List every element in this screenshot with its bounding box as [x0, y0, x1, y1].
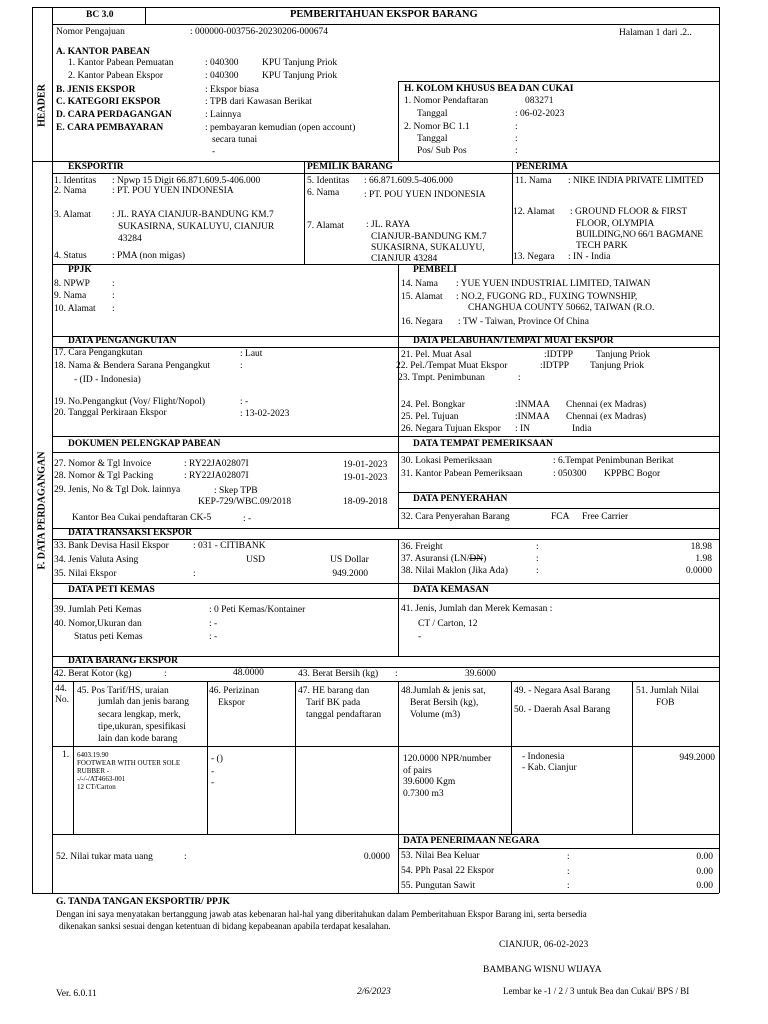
row-jumlah-2: of pairs — [403, 766, 432, 776]
penerimaan-title: DATA PENERIMAAN NEGARA — [403, 836, 540, 846]
ttd-statement-2: dikenakan sanksi sesuai dengan ketentuan di bidang kepabeanan apabila terdapat kesalahan. — [59, 921, 391, 931]
pemilik-alamat-4: CIANJUR 43284 — [371, 254, 438, 264]
asuransi-value: 1.98 — [695, 554, 712, 564]
kantor-pemeriksaan-name: KPPBC Bogor — [604, 469, 661, 479]
dokumen-title: DOKUMEN PELENGKAP PABEAN — [68, 439, 221, 449]
col-45-header-1: 45. Pos Tarif/HS, uraian — [77, 686, 169, 696]
packing-tgl: 19-01-2023 — [343, 473, 388, 483]
col-47-header-3: tanggal pendaftaran — [306, 710, 382, 720]
pembeli-nama-value: : YUE YUEN INDUSTRIAL LIMITED, TAIWAN — [456, 279, 651, 289]
header-side-label: HEADER — [36, 84, 48, 127]
penerima-negara-value: : IN - India — [568, 252, 611, 262]
nilai-ekspor-colon: : — [193, 569, 196, 579]
pembeli-alamat-2: CHANGHUA COUNTY 50662, TAIWAN (R.O. — [468, 303, 655, 313]
col-48-header-3: Volume (m3) — [410, 710, 461, 720]
kantor-muat-code: : 040300 — [205, 58, 239, 68]
pemilik-identitas-value: : 66.871.609.5-406.000 — [364, 176, 453, 186]
col-50-header: 50. - Daerah Asal Barang — [514, 705, 611, 715]
ck5-value: : - — [243, 514, 252, 524]
pel-bongkar-label: 24. Pel. Bongkar — [401, 400, 465, 410]
row-hs-code: 6403.19.90 — [77, 751, 109, 759]
barang-title: DATA BARANG EKSPOR — [68, 656, 178, 666]
pemilik-nama-value: : PT. POU YUEN INDONESIA — [364, 190, 486, 200]
sawit-value: 0.00 — [696, 881, 713, 891]
pel-muat-asal-label: 21. Pel. Muat Asal — [401, 350, 472, 360]
row-jumlah-4: 0.7300 m3 — [403, 789, 444, 799]
kantor-ekspor-code: : 040300 — [205, 71, 239, 81]
pemilik-alamat-2: CIANJUR-BANDUNG KM.7 — [371, 232, 487, 242]
jumlah-peti-label: 39. Jumlah Peti Kemas — [54, 605, 142, 615]
col-45-header-3: secara lengkap, merk, — [98, 710, 181, 720]
pembeli-title: PEMBELI — [413, 265, 457, 275]
ppjk-alamat-value: : — [112, 304, 115, 314]
kurs-colon: : — [184, 852, 187, 862]
pembeli-alamat-label: 15. Alamat — [401, 292, 443, 302]
bc11-tanggal-label: Tanggal — [417, 134, 448, 144]
kantor-muat-name: KPU Tanjung Priok — [262, 58, 338, 68]
penerima-nama-value: : NIKE INDIA PRIVATE LIMITED — [568, 176, 704, 186]
asuransi-label: 37. Asuransi (LN/DN) — [401, 554, 487, 564]
no-pengangkut-value: : - — [240, 397, 249, 407]
col-48-header-2: Berat Bersih (kg), — [410, 698, 479, 708]
cara-pembayaran-value-2: secara tunai — [212, 135, 258, 145]
sawit-colon: : — [567, 881, 570, 891]
maklon-colon: : — [536, 566, 539, 576]
status-peti-label: Status peti Kemas — [74, 632, 143, 642]
col-51-header-1: 51. Jumlah Nilai — [636, 686, 700, 696]
footer-date: 2/6/2023 — [357, 987, 391, 997]
jenis-kemasan-label: 41. Jenis, Jumlah dan Merek Kemasan : — [401, 604, 553, 614]
dok-lainnya-label: 29. Jenis, No & Tgl Dok. lainnya — [54, 485, 181, 495]
col-45-header-4: tipe,ukuran, spesifikasi — [98, 722, 186, 732]
footer-lembar: Lembar ke -1 / 2 / 3 untuk Bea dan Cukai/ BPS / BI — [503, 986, 690, 996]
pel-muat-ekspor-code: :IDTPP — [540, 361, 570, 371]
ppjk-alamat-label: 10. Alamat — [54, 304, 96, 314]
pelabuhan-title: DATA PELABUHAN/TEMPAT MUAT EKSPOR — [413, 336, 614, 346]
col-47-header-2: Tarif BK pada — [306, 698, 361, 708]
ppjk-npwp-label: 8. NPWP — [54, 279, 90, 289]
bea-keluar-colon: : — [567, 852, 570, 862]
kantor-pabean-title: A. KANTOR PABEAN — [56, 47, 150, 57]
col-48-header-1: 48.Jumlah & jenis sat, — [401, 686, 486, 696]
row-desc-3: -/-/-/AT4663-001 — [77, 775, 126, 783]
valuta-code: USD — [246, 555, 266, 565]
col-44-header-2: No. — [55, 695, 69, 705]
dok-lainnya-tgl: 18-09-2018 — [343, 497, 388, 507]
row-desc-4: 12 CT/Carton — [77, 783, 116, 791]
bc11-tanggal-value: : — [515, 134, 518, 144]
sarana-pengangkut-flag: - (ID - Indonesia) — [74, 375, 141, 385]
packing-no: : RY22JA02807I — [184, 471, 249, 481]
pph-value: 0.00 — [696, 867, 713, 877]
data-perdagangan-side-label: F. DATA PERDAGANGAN — [36, 451, 48, 570]
pemilik-identitas-label: 5. Identitas — [307, 176, 350, 186]
pemilik-title: PEMILIK BARANG — [307, 162, 393, 172]
pel-muat-asal-code: :IDTPP — [544, 350, 574, 360]
page-indicator: Halaman 1 dari .2.. — [619, 28, 692, 38]
penerima-alamat-3: BUILDING,NO 66/1 BAGMANE — [576, 230, 703, 240]
col-51-header-2: FOB — [656, 698, 675, 708]
row-desc-1: FOOTWEAR WITH OUTER SOLE — [77, 759, 181, 767]
pemilik-nama-label: 6. Nama — [307, 188, 340, 198]
col-46-header-2: Ekspor — [218, 698, 245, 708]
tmpt-penimbunan-label: 23. Tmpt. Penimbunan — [398, 373, 485, 383]
row-izin-3: - — [211, 778, 215, 788]
penyerahan-title: DATA PENYERAHAN — [413, 494, 508, 504]
pel-tujuan-label: 25. Pel. Tujuan — [401, 412, 459, 422]
penerima-nama-label: 11. Nama — [515, 176, 552, 186]
freight-value: 18.98 — [690, 542, 712, 552]
penerima-title: PENERIMA — [516, 162, 568, 172]
nomor-pengajuan-value: : 000000-003756-20230206-000674 — [190, 27, 329, 37]
peti-kemas-title: DATA PETI KEMAS — [68, 585, 155, 595]
negara-tujuan-label: 26. Negara Tujuan Ekspor — [401, 424, 501, 434]
pel-tujuan-name: Chennai (ex Madras) — [566, 412, 647, 422]
row-jumlah-1: 120.0000 NPR/number — [403, 754, 492, 764]
kantor-pemeriksaan-code: : 050300 — [553, 469, 587, 479]
cara-perdagangan-label: D. CARA PERDAGANGAN — [56, 110, 172, 120]
maklon-value: 0.0000 — [685, 566, 712, 576]
valuta-label: 34. Jenis Valuta Asing — [54, 555, 139, 565]
col-46-header-1: 46. Perizinan — [209, 686, 260, 696]
kurs-value: 0.0000 — [363, 852, 390, 862]
nomor-peti-value: : - — [209, 619, 218, 629]
kolom-bea-cukai-title: H. KOLOM KHUSUS BEA DAN CUKAI — [404, 84, 574, 94]
bank-devisa-label: 33. Bank Devisa Hasil Ekspor — [54, 541, 169, 551]
asuransi-colon: : — [536, 554, 539, 564]
tgl-perkiraan-label: 20. Tanggal Perkiraan Ekspor — [54, 408, 167, 418]
cara-penyerahan-label: 32. Cara Penyerahan Barang — [401, 512, 510, 522]
row-desc-2: RUBBER - — [77, 767, 110, 775]
berat-bersih-label: 43. Berat Bersih (kg) — [298, 669, 379, 679]
cara-pembayaran-value-3: - — [212, 147, 216, 157]
pemilik-alamat-3: SUKASIRNA, SUKALUYU, — [371, 243, 485, 253]
eksportir-nama-label: 2. Nama — [54, 186, 87, 196]
cara-pembayaran-value-1: : pembayaran kemudian (open account) — [205, 123, 356, 133]
jenis-kemasan-value: CT / Carton, 12 — [418, 619, 478, 629]
penerima-negara-label: 13. Negara — [513, 252, 555, 262]
nomor-pengajuan-label: Nomor Pengajuan — [56, 27, 125, 37]
penerima-alamat-4: TECH PARK — [576, 241, 628, 251]
nomor-bc11-label: 2. Nomor BC 1.1 — [404, 122, 470, 132]
nomor-pendaftaran-label: 1. Nomor Pendaftaran — [404, 96, 489, 106]
kemasan-title: DATA KEMASAN — [413, 585, 489, 595]
merek-kemasan-value: - — [418, 632, 422, 642]
ppjk-nama-value: : — [112, 291, 115, 301]
nomor-bc11-value: : — [515, 122, 518, 132]
row-izin-2: - — [211, 767, 215, 777]
eksportir-identitas-label: 1. Identitas — [54, 176, 97, 186]
cara-penyerahan-name: Free Carrier — [582, 512, 629, 522]
row-no: 1. — [62, 750, 70, 760]
kantor-ekspor-name: KPU Tanjung Priok — [262, 71, 338, 81]
invoice-label: 27. Nomor & Tgl Invoice — [54, 459, 152, 469]
berat-bersih-value: 39.6000 — [465, 669, 496, 679]
pph-colon: : — [567, 867, 570, 877]
bea-keluar-value: 0.00 — [696, 852, 713, 862]
eksportir-identitas-value: : Npwp 15 Digit 66.871.609.5-406.000 — [112, 176, 261, 186]
nilai-ekspor-label: 35. Nilai Ekspor — [54, 569, 117, 579]
penerima-alamat-1: : GROUND FLOOR & FIRST — [570, 207, 688, 217]
kantor-muat-label: 1. Kantor Pabean Pemuatan — [68, 58, 174, 68]
cara-perdagangan-value: : Lainnya — [205, 110, 242, 120]
freight-colon: : — [536, 542, 539, 552]
ttd-title: G. TANDA TANGAN EKSPORTIR/ PPJK — [56, 897, 230, 907]
kantor-ekspor-label: 2. Kantor Pabean Ekspor — [68, 71, 163, 81]
berat-kotor-colon: : — [164, 669, 167, 679]
negara-tujuan-name: India — [572, 424, 592, 434]
kategori-ekspor-value: : TPB dari Kawasan Berikat — [205, 97, 312, 107]
pendaftaran-tanggal-label: Tanggal — [417, 109, 448, 119]
pemilik-alamat-1: : JL. RAYA — [366, 220, 411, 230]
eksportir-title: EKSPORTIR — [68, 162, 124, 172]
jumlah-peti-value: : 0 Peti Kemas/Kontainer — [209, 605, 306, 615]
col-49-header: 49. - Negara Asal Barang — [514, 686, 611, 696]
pel-muat-ekspor-label: 22. Pel./Tempat Muat Ekspor — [396, 361, 508, 371]
pel-bongkar-code: :INMAA — [515, 400, 550, 410]
negara-tujuan-code: : IN — [515, 424, 531, 434]
pengangkutan-title: DATA PENGANGKUTAN — [68, 336, 177, 346]
jenis-ekspor-label: B. JENIS EKSPOR — [56, 85, 136, 95]
dok-lainnya-no: KEP-729/WBC.09/2018 — [198, 497, 292, 507]
sarana-pengangkut-label: 18. Nama & Bendera Sarana Pengangkut — [54, 361, 211, 371]
row-daerah-asal: - Kab. Cianjur — [522, 763, 577, 773]
nomor-peti-label: 40. Nomor,Ukuran dan — [54, 619, 142, 629]
row-izin-1: - () — [211, 754, 223, 764]
pemilik-alamat-label: 7. Alamat — [307, 221, 344, 231]
jenis-ekspor-value: : Ekspor biasa — [205, 85, 259, 95]
nomor-pendaftaran-value: 083271 — [525, 96, 554, 106]
pembeli-negara-label: 16. Negara — [401, 317, 443, 327]
eksportir-nama-value: : PT. POU YUEN INDONESIA — [112, 186, 234, 196]
eksportir-status-value: : PMA (non migas) — [112, 251, 186, 261]
no-pengangkut-label: 19. No.Pengangkut (Voy/ Flight/Nopol) — [54, 397, 206, 407]
invoice-no: : RY22JA02807I — [184, 459, 249, 469]
col-45-header-2: jumlah dan jenis barang — [98, 697, 190, 707]
pos-subpos-value: : — [515, 146, 518, 156]
bea-keluar-label: 53. Nilai Bea Keluar — [401, 851, 480, 861]
dok-lainnya-value: : Skep TPB — [214, 486, 258, 496]
ppjk-npwp-value: : — [112, 279, 115, 289]
pel-muat-ekspor-name: Tanjung Priok — [590, 361, 644, 371]
nilai-ekspor-value: 949.2000 — [332, 569, 368, 579]
pemeriksaan-title: DATA TEMPAT PEMERIKSAAN — [413, 439, 553, 449]
lokasi-pemeriksaan-value: : 6.Tempat Penimbunan Berikat — [553, 456, 674, 466]
pembeli-nama-label: 14. Nama — [401, 279, 438, 289]
pph-label: 54. PPh Pasal 22 Ekspor — [401, 866, 495, 876]
valuta-name: US Dollar — [330, 555, 369, 565]
row-negara-asal: - Indonesia — [522, 752, 565, 762]
tmpt-penimbunan-value: : — [518, 373, 521, 383]
row-jumlah-3: 39.6000 Kgm — [403, 777, 456, 787]
eksportir-status-label: 4. Status — [54, 251, 87, 261]
ppjk-title: PPJK — [68, 265, 92, 275]
sarana-pengangkut-value: : — [240, 361, 243, 371]
pembeli-alamat-1: : NO.2, FUGONG RD., FUXING TOWNSHIP, — [456, 292, 638, 302]
pos-subpos-label: Pos/ Sub Pos — [417, 146, 467, 156]
penerima-alamat-label: 12. Alamat — [513, 207, 555, 217]
col-45-header-5: lain dan kode barang — [98, 734, 178, 744]
form-title: PEMBERITAHUAN EKSPOR BARANG — [290, 9, 478, 20]
kurs-label: 52. Nilai tukar mata uang — [56, 852, 153, 862]
sawit-label: 55. Pungutan Sawit — [401, 881, 476, 891]
ck5-label: Kantor Bea Cukai pendaftaran CK-5 — [72, 513, 212, 523]
kantor-pemeriksaan-label: 31. Kantor Pabean Pemeriksaan — [401, 469, 523, 479]
ttd-signer: BAMBANG WISNU WIJAYA — [483, 965, 602, 975]
col-47-header-1: 47. HE barang dan — [298, 686, 370, 696]
pel-tujuan-code: :INMAA — [515, 412, 550, 422]
eksportir-alamat-1: : JL. RAYA CIANJUR-BANDUNG KM.7 — [112, 210, 274, 220]
kategori-ekspor-label: C. KATEGORI EKSPOR — [56, 97, 161, 107]
ttd-statement-1: Dengan ini saya menyatakan bertanggung jawab atas kebenaran hal-hal yang diberitahukan dalam Pemberitahuan Ekspor Barang ini, serta bersedia — [56, 909, 587, 919]
col-44-header-1: 44. — [55, 684, 67, 694]
berat-kotor-value: 48.0000 — [233, 668, 264, 678]
pendaftaran-tanggal-value: : 06-02-2023 — [515, 109, 565, 119]
pembeli-negara-value: : TW - Taiwan, Province Of China — [458, 317, 589, 327]
eksportir-alamat-3: 43284 — [118, 234, 142, 244]
cara-pengangkutan-label: 17. Cara Pengangkutan — [54, 348, 143, 358]
berat-bersih-colon: : — [395, 669, 398, 679]
cara-pembayaran-label: E. CARA PEMBAYARAN — [56, 123, 164, 133]
packing-label: 28. Nomor & Tgl Packing — [54, 471, 154, 481]
ttd-place-date: CIANJUR, 06-02-2023 — [499, 940, 589, 950]
status-peti-value: : - — [209, 632, 218, 642]
bank-devisa-value: : 031 - CITIBANK — [193, 541, 266, 551]
footer-version: Ver. 6.0.11 — [56, 989, 97, 999]
berat-kotor-label: 42. Berat Kotor (kg) — [54, 669, 132, 679]
cara-pengangkutan-value: : Laut — [240, 349, 263, 359]
cara-penyerahan-code: FCA — [551, 512, 570, 522]
form-code: BC 3.0 — [86, 10, 114, 20]
eksportir-alamat-2: SUKASIRNA, SUKALUYU, CIANJUR — [118, 222, 275, 232]
freight-label: 36. Freight — [401, 542, 443, 552]
pel-muat-asal-name: Tanjung Priok — [596, 350, 650, 360]
invoice-tgl: 19-01-2023 — [343, 460, 388, 470]
ppjk-nama-label: 9. Nama — [54, 291, 87, 301]
tgl-perkiraan-value: : 13-02-2023 — [240, 409, 290, 419]
eksportir-alamat-label: 3. Alamat — [54, 210, 91, 220]
row-fob: 949.2000 — [679, 753, 715, 763]
lokasi-pemeriksaan-label: 30. Lokasi Pemeriksaan — [401, 456, 493, 466]
maklon-label: 38. Nilai Maklon (Jika Ada) — [401, 566, 508, 576]
pel-bongkar-name: Chennai (ex Madras) — [566, 400, 647, 410]
penerima-alamat-2: FLOOR, OLYMPIA — [576, 219, 655, 229]
transaksi-title: DATA TRANSAKSI EKSPOR — [68, 528, 193, 538]
